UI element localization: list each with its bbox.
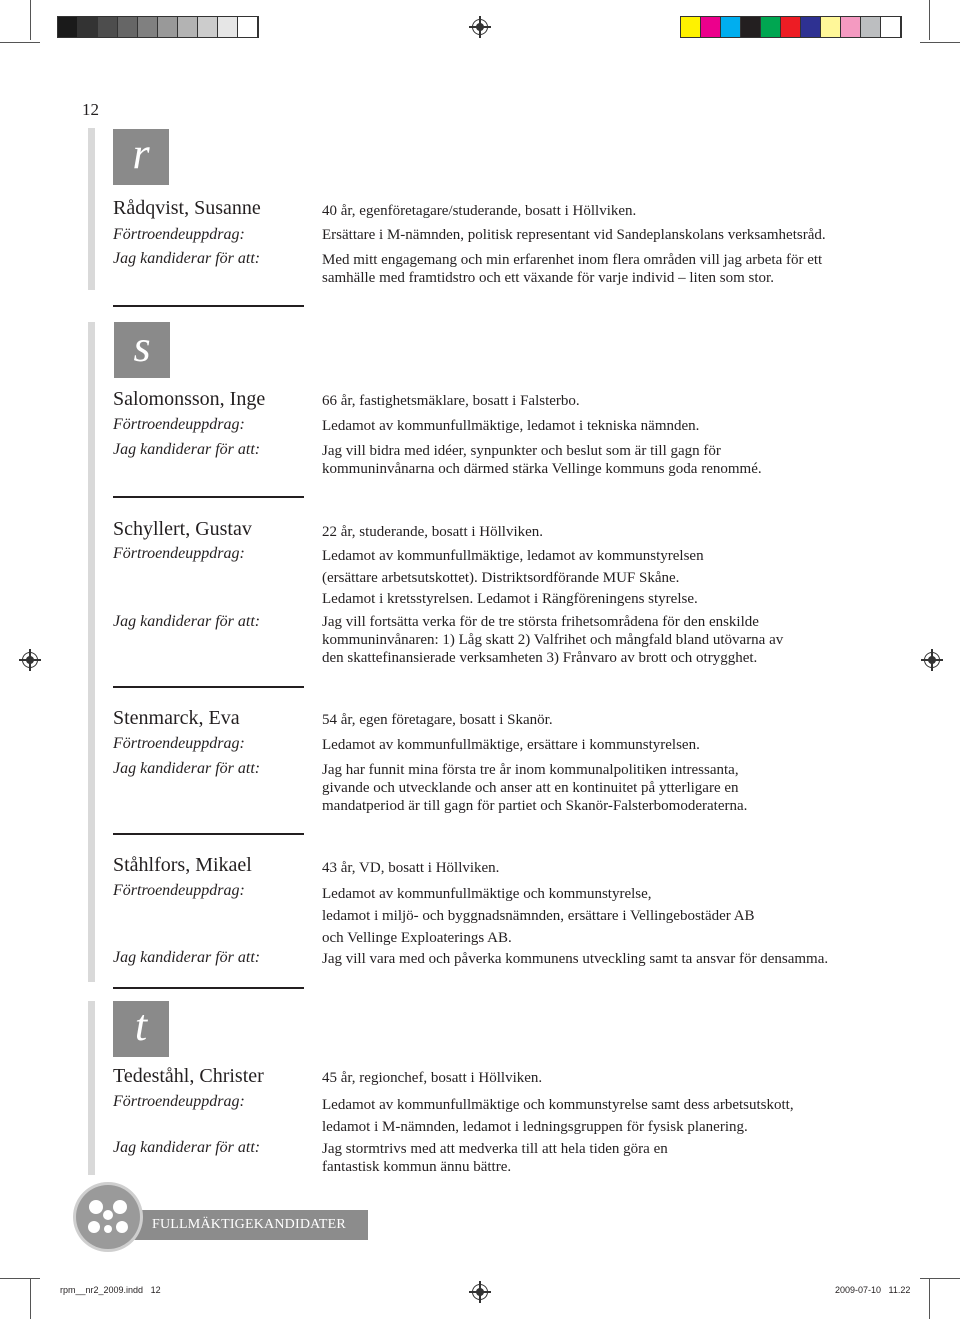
candidate-info: 22 år, studerande, bosatt i Höllviken. [322, 524, 544, 540]
candidate-info: 43 år, VD, bosatt i Höllviken. [322, 860, 500, 876]
candidate-assignment: Ledamot av kommunfullmäktige, ledamot av kommunstyrelsen (ersättare arbetsutskottet). Distriktsordförande MUF Skåne. Ledamot i kretsstyrelsen. Ledamot i Rängföreningens styrelse. [322, 548, 704, 607]
crop-mark [30, 1279, 31, 1319]
color-swatch [138, 17, 158, 37]
process-color-bar [680, 16, 902, 38]
running-for-label: Jag kandiderar för att: [113, 441, 261, 458]
crop-mark [0, 42, 40, 43]
candidate-name: Rådqvist, Susanne [113, 197, 261, 219]
divider [113, 987, 304, 989]
section-letter-s: s [114, 322, 170, 378]
crop-mark [920, 42, 960, 43]
candidate-assignment: Ledamot av kommunfullmäktige, ledamot i tekniska nämnden. [322, 418, 700, 434]
candidate-assignment: Ledamot av kommunfullmäktige och kommunstyrelse samt dess arbetsutskott, ledamot i M-nämnden, ledamot i ledningsgruppen för fysisk planering. [322, 1097, 794, 1135]
color-swatch [721, 17, 741, 37]
candidate-name: Ståhlfors, Mikael [113, 854, 252, 876]
section-side-bar [88, 322, 95, 982]
section-side-bar [88, 1001, 95, 1175]
candidate-motivation: Med mitt engagemang och min erfarenhet inom flera områden vill jag arbeta för ett samhälle med framtidstro och ett växande för varje individ – liten som stor. [322, 252, 823, 286]
color-swatch [761, 17, 781, 37]
divider [113, 496, 304, 498]
candidate-info: 40 år, egenföretagare/studerande, bosatt i Höllviken. [322, 203, 637, 219]
color-swatch [861, 17, 881, 37]
candidate-motivation: Jag vill vara med och påverka kommunens utveckling samt ta ansvar för densamma. [322, 951, 829, 967]
divider [113, 833, 304, 835]
running-for-label: Jag kandiderar för att: [113, 1139, 261, 1156]
grayscale-color-bar [57, 16, 259, 38]
color-swatch [78, 17, 98, 37]
color-swatch [841, 17, 861, 37]
color-swatch [801, 17, 821, 37]
candidate-name: Tedeståhl, Christer [113, 1065, 264, 1087]
color-swatch [238, 17, 258, 37]
candidate-info: 45 år, regionchef, bosatt i Höllviken. [322, 1070, 543, 1086]
candidate-name: Stenmarck, Eva [113, 707, 240, 729]
divider [113, 686, 304, 688]
assignment-label: Förtroendeuppdrag: [113, 416, 245, 433]
color-swatch [821, 17, 841, 37]
registration-mark-icon [472, 1284, 488, 1300]
color-swatch [781, 17, 801, 37]
crop-mark [30, 0, 31, 40]
footer-label: FULLMÄKTIGEKANDIDATER [152, 1217, 346, 1232]
candidate-motivation: Jag vill fortsätta verka för de tre största frihetsområdena för den enskilde kommuninvånaren: 1) Låg skatt 2) Valfrihet och mångfald bland utövarna av den skattefinansierade verksamheten 3) Frånvaro av brott och otrygghet. [322, 614, 784, 666]
running-for-label: Jag kandiderar för att: [113, 613, 261, 630]
assignment-label: Förtroendeuppdrag: [113, 1093, 245, 1110]
color-swatch [178, 17, 198, 37]
color-swatch [98, 17, 118, 37]
registration-mark-icon [22, 652, 38, 668]
candidate-info: 54 år, egen företagare, bosatt i Skanör. [322, 712, 553, 728]
candidate-assignment: Ersättare i M-nämnden, politisk representant vid Sandeplanskolans verksamhetsråd. [322, 227, 826, 243]
divider [113, 305, 304, 307]
candidate-assignment: Ledamot av kommunfullmäktige, ersättare i kommunstyrelsen. [322, 737, 700, 753]
crop-mark [920, 1278, 960, 1279]
candidate-info: 66 år, fastighetsmäklare, bosatt i Falsterbo. [322, 393, 580, 409]
registration-mark-icon [472, 19, 488, 35]
candidate-name: Schyllert, Gustav [113, 518, 252, 540]
candidate-motivation: Jag vill bidra med idéer, synpunkter och beslut som är till gagn för kommuninvånarna och därmed stärka Vellinge kommuns goda renommé. [322, 443, 762, 477]
candidate-name: Salomonsson, Inge [113, 388, 266, 410]
registration-mark-icon [924, 652, 940, 668]
color-swatch [701, 17, 721, 37]
moderaterna-logo [76, 1185, 140, 1249]
running-for-label: Jag kandiderar för att: [113, 250, 261, 267]
color-swatch [58, 17, 78, 37]
color-swatch [218, 17, 238, 37]
section-letter-t: t [113, 1001, 169, 1057]
assignment-label: Förtroendeuppdrag: [113, 226, 245, 243]
assignment-label: Förtroendeuppdrag: [113, 545, 245, 562]
section-side-bar [88, 128, 95, 290]
color-swatch [158, 17, 178, 37]
candidate-motivation: Jag har funnit mina första tre år inom kommunalpolitiken intressanta, givande och utvecklande och anser att en kontinuitet på ytterligare en mandatperiod är till gagn för partiet och Skanör-Falsterbomoderaterna. [322, 762, 748, 814]
file-slug: rpm__nr2_2009.indd 12 [60, 1285, 161, 1295]
candidate-assignment: Ledamot av kommunfullmäktige och kommunstyrelse, ledamot i miljö- och byggnadsnämnden, ersättare i Vellingebostäder AB och Vellinge Exploaterings AB. [322, 886, 755, 946]
color-swatch [741, 17, 761, 37]
footer-banner [128, 1210, 368, 1240]
crop-mark [929, 1279, 930, 1319]
color-swatch [881, 17, 901, 37]
crop-mark [0, 1278, 40, 1279]
candidate-motivation: Jag stormtrivs med att medverka till att hela tiden göra en fantastisk kommun ännu bättre. [322, 1141, 668, 1175]
logo-m-icon [76, 1185, 140, 1249]
section-letter-r: r [113, 129, 169, 185]
color-swatch [198, 17, 218, 37]
page-number: 12 [82, 100, 99, 119]
running-for-label: Jag kandiderar för att: [113, 760, 261, 777]
assignment-label: Förtroendeuppdrag: [113, 882, 245, 899]
color-swatch [118, 17, 138, 37]
assignment-label: Förtroendeuppdrag: [113, 735, 245, 752]
running-for-label: Jag kandiderar för att: [113, 949, 261, 966]
date-slug: 2009-07-10 11.22 [835, 1285, 911, 1295]
color-swatch [681, 17, 701, 37]
crop-mark [929, 0, 930, 40]
